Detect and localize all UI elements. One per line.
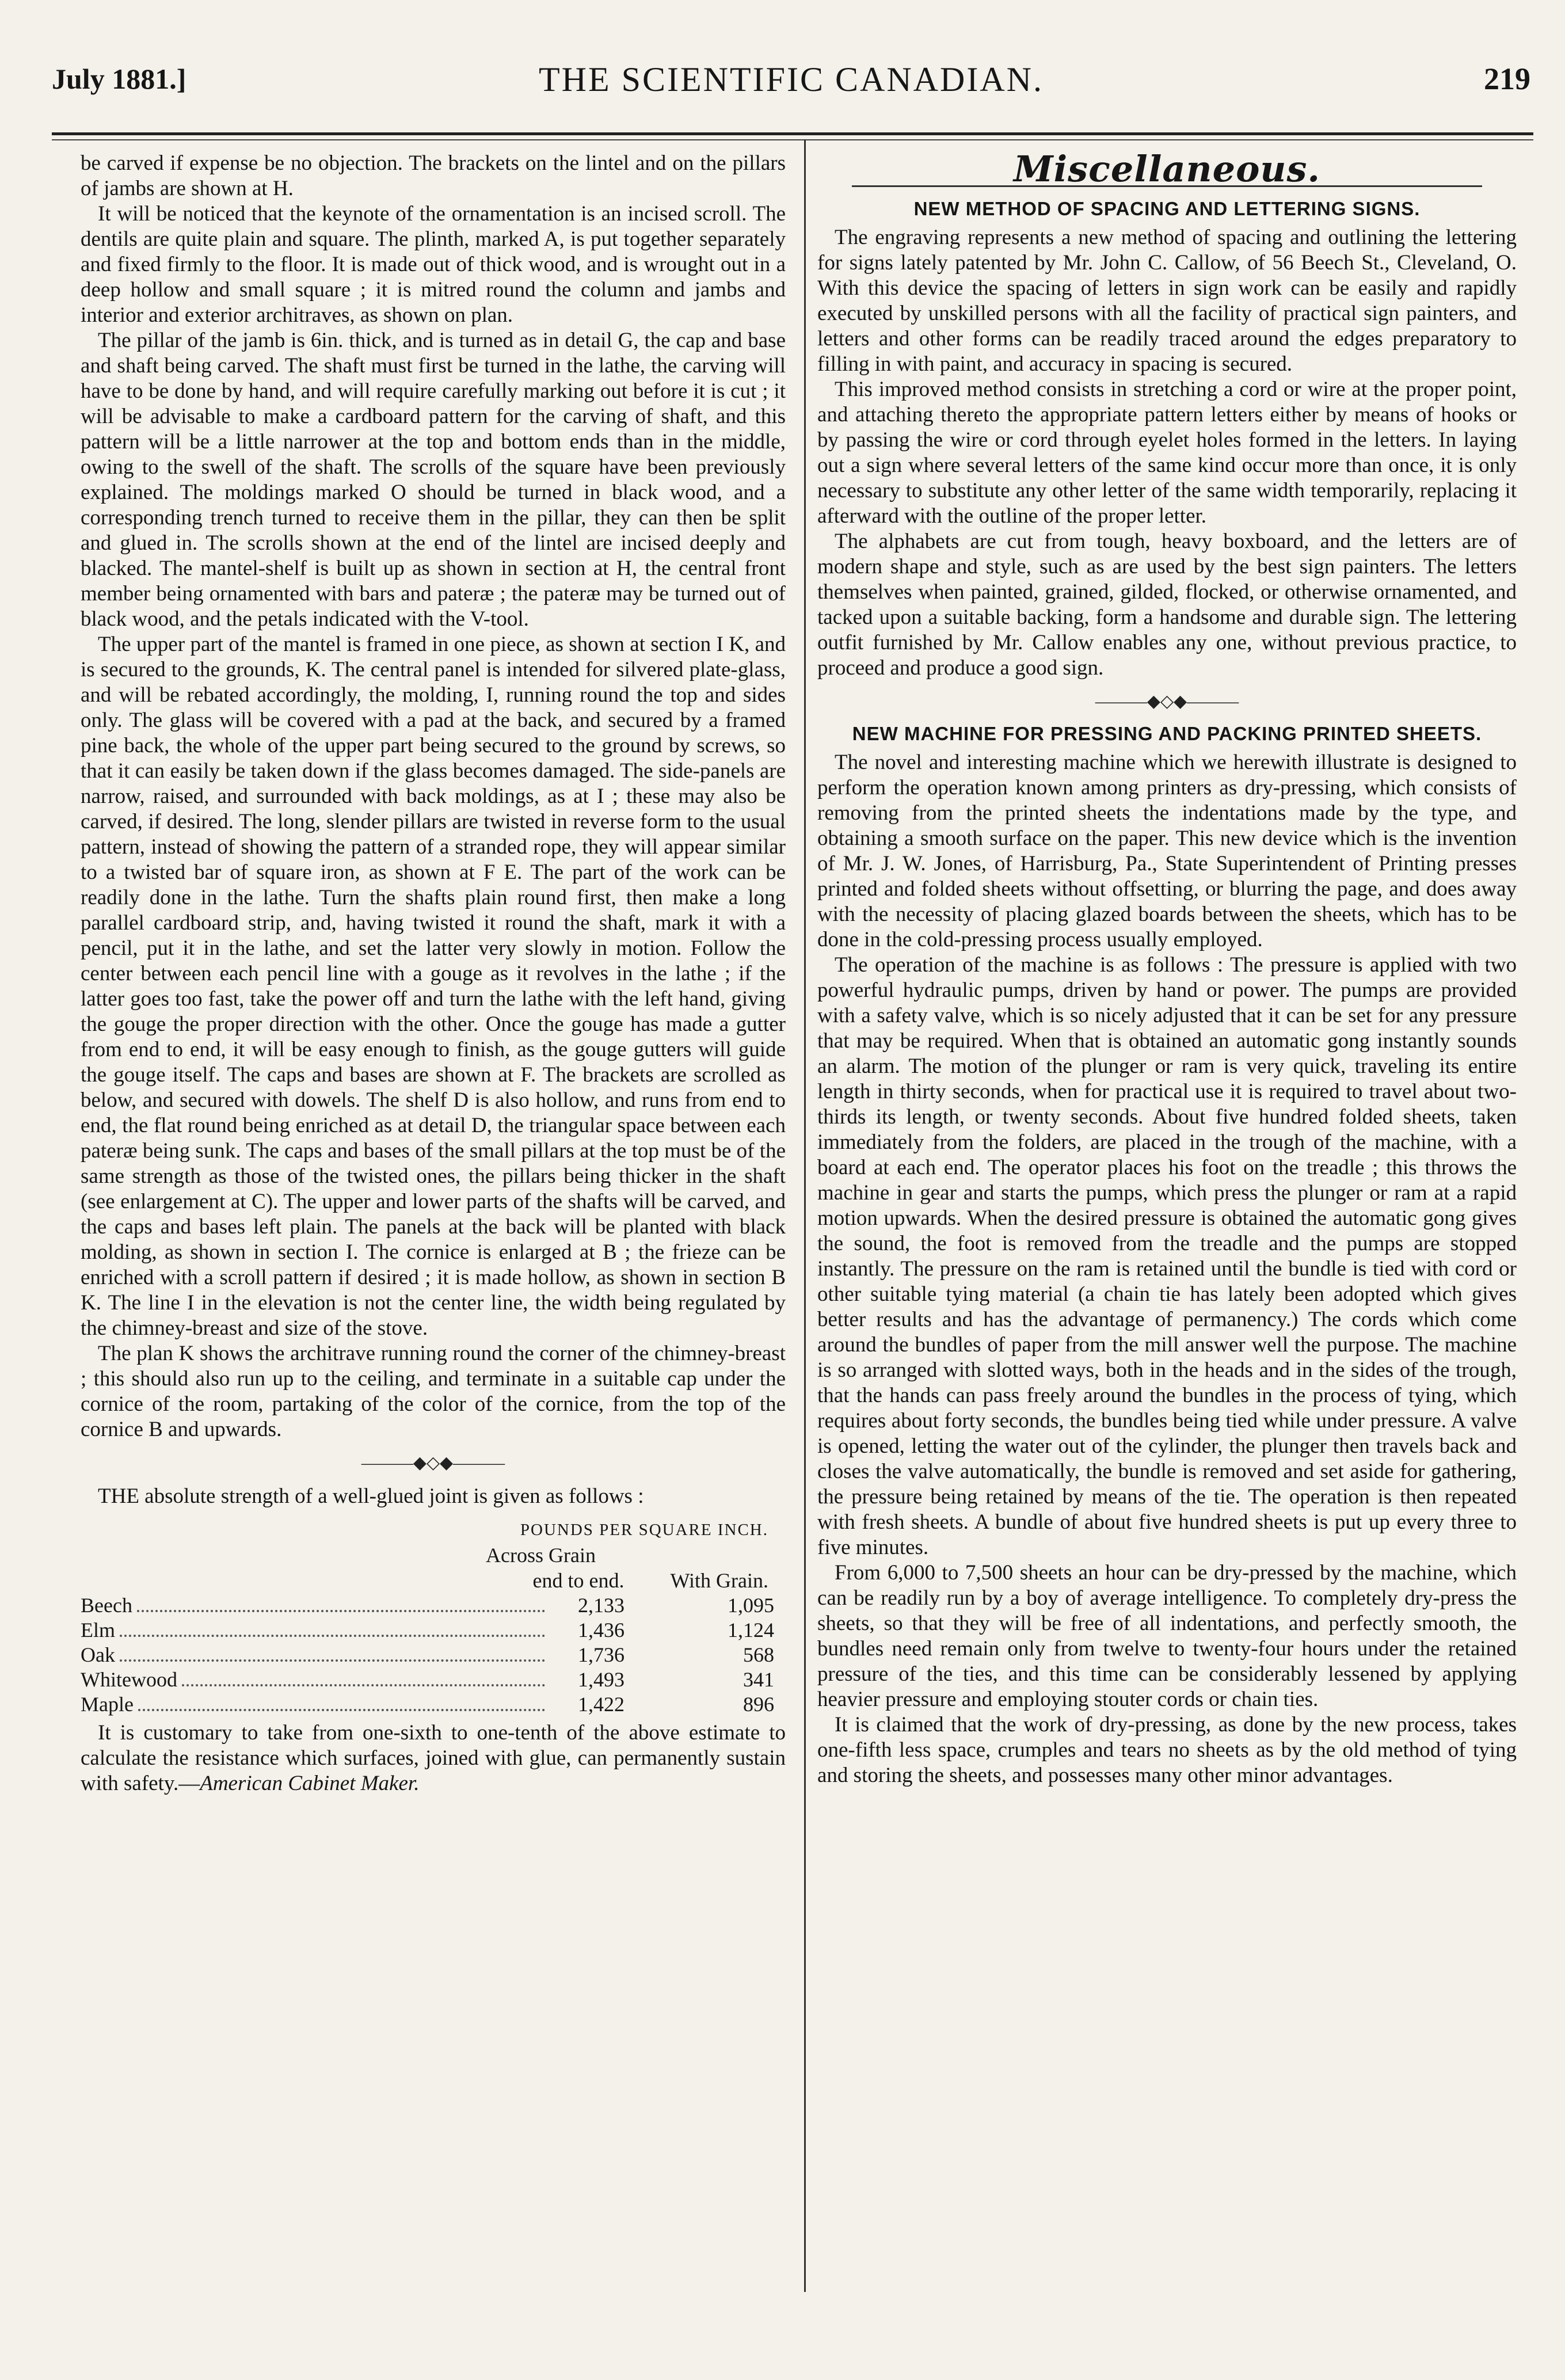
header-rule [52, 132, 1533, 135]
header-rule-thin [52, 139, 1533, 140]
right-column [817, 148, 1517, 1788]
table-cell-wood: Oak [81, 1643, 115, 1666]
glue-note-text: It is customary to take from one-sixth to one-tenth of the above estimate to calculate the resistance which surfaces, joined with glue, can permanently sustain with safety.— [81, 1721, 786, 1795]
paragraph: From 6,000 to 7,500 sheets an hour can be dry-pressed by the machine, which can be readily run by a boy of average intelligence. To completely dry-press the sheets, so that they will be free of all indentations, and perfectly smooth, the bundles need remain only from twelve to twenty-four hours under the retained pressure of the ties, and this time can be considerably lessened by applying heavier pressure and employing stouter cords or chain ties. [817, 1561, 1517, 1711]
table-row [81, 1692, 786, 1717]
publication-title: THE SCIENTIFIC CANADIAN. [539, 60, 1044, 98]
issue-date: July 1881.] [52, 63, 186, 95]
table-cell-across: 1,736 [578, 1643, 625, 1666]
table-cell-with: 341 [743, 1668, 774, 1691]
glue-note-source: American Cabinet Maker. [200, 1772, 420, 1795]
table-cell-wood: Beech [81, 1594, 132, 1617]
table-cell-across: 1,493 [578, 1668, 625, 1691]
glue-note [81, 1720, 786, 1796]
table-cell-with: 896 [743, 1693, 774, 1716]
article-heading: NEW MACHINE FOR PRESSING AND PACKING PRINTED SHEETS. [852, 723, 1482, 744]
paragraph: It will be noticed that the keynote of the ornamentation is an incised scroll. The dentils are quite plain and square. The plinth, marked A, is put together separately and fixed firmly to the floor. It is made out of thick wood, and is wrought out in a deep hollow and small square ; it is mitred round the column and jambs and interior and exterior architraves, as shown on plan. [81, 202, 786, 327]
left-column [81, 151, 786, 1796]
section-ornament: ———◆◇◆——— [1095, 692, 1239, 711]
column-divider [804, 139, 806, 2292]
running-head [52, 56, 1530, 108]
page-number: 219 [1484, 62, 1530, 96]
table-cell-with: 1,124 [728, 1619, 774, 1642]
table-col-b-heading: With Grain. [670, 1569, 768, 1592]
table-cell-wood: Elm [81, 1619, 115, 1642]
article-heading: NEW METHOD OF SPACING AND LETTERING SIGNS. [913, 198, 1421, 219]
table-col-a-heading: Across Grain [486, 1544, 596, 1567]
paragraph: The plan K shows the architrave running round the corner of the chimney-breast ; this should also run up to the ceiling, and terminate in a suitable cap under the cornice of the room, partaking of the color of the cornice, from the top of the cornice B and upwards. [81, 1342, 786, 1441]
table-cell-across: 2,133 [578, 1594, 625, 1617]
table-cell-across: 1,422 [578, 1693, 625, 1716]
paragraph: The upper part of the mantel is framed in one piece, as shown at section I K, and is secured to the grounds, K. The central panel is intended for silvered plate-glass, and will be rebated accordingly, the molding, I, running round the top and sides only. The glass will be covered with a pad at the back, and secured by a framed pine back, the whole of the upper part being secured to the ground by screws, so that it can easily be taken down if the glass becomes damaged. The side-panels are narrow, raised, and surrounded with back moldings, as at I ; these may also be carved, if desired. The long, slender pillars are twisted in reverse form to the usual pattern, instead of showing the pattern of a stranded rope, they will appear similar to a twisted bar of square iron, as shown at F E. The part of the work can be readily done in the lathe. Turn the shafts plain round first, then make a long parallel cardboard strip, and, having twisted it round the shaft, mark it with a pencil, put it in the lathe, and set the latter very slowly in motion. Follow the center between each pencil line with a gouge as it revolves in the lathe ; if the latter goes too fast, take the power off and turn the lathe with the left hand, giving the gouge the proper direction with the other. Once the gouge has made a gutter from end to end, it will be easy enough to finish, as the gouge gutters will guide the gouge itself. The caps and bases are shown at F. The brackets are scrolled as below, and secured with dowels. The shelf D is also hollow, and runs from end to end, the flat round being enriched as at detail D, the triangular space between each pateræ being sunk. The caps and bases of the small pillars at the top must be of the same strength as those of the twisted ones, the pillars being thicker in the shaft (see enlargement at C). The upper and lower parts of the shafts will be carved, and the caps and bases left plain. The panels at the back will be planted with black molding, as shown in section I. The cornice is enlarged at B ; the frieze can be enriched with a scroll pattern if desired ; it is made hollow, as shown in section B K. The line I in the elevation is not the center line, the width being regulated by the chimney-breast and size of the stove. [81, 633, 786, 1340]
glue-intro: THE absolute strength of a well-glued joint is given as follows : [98, 1484, 644, 1508]
paragraph: The engraving represents a new method of spacing and outlining the lettering for signs lately patented by Mr. John C. Callow, of 56 Beech St., Cleveland, O. With this device the spacing of letters in sign work can be easily and rapidly executed by unskilled persons with all the facility of practical sign painters, and letters and other forms can be readily traced around the edges preparatory to filling in with paint, and accuracy in spacing is secured. [817, 226, 1517, 376]
table-cell-with: 1,095 [728, 1594, 774, 1617]
table-row [81, 1643, 786, 1667]
table-row [81, 1618, 786, 1643]
table-col-a-heading-2: end to end. [532, 1569, 625, 1592]
section-title: Miscellaneous. [1013, 148, 1320, 190]
paragraph: It is claimed that the work of dry-pressing, as done by the new process, takes one-fifth less space, crumples and tears no sheets as by the old method of tying and storing the sheets, and possesses many other minor advantages. [817, 1713, 1517, 1787]
section-ornament: ———◆◇◆——— [361, 1453, 505, 1472]
paragraph: The alphabets are cut from tough, heavy boxboard, and the letters are of modern shape and style, such as are used by the best sign painters. The letters themselves when painted, grained, gilded, flocked, or otherwise ornamented, and tacked upon a suitable backing, form a handsome and durable sign. The lettering outfit furnished by Mr. Callow enables any one, without previous practice, to proceed and produce a good sign. [817, 530, 1517, 680]
table-cell-wood: Maple [81, 1693, 134, 1716]
glue-strength-table [81, 1517, 786, 1717]
paragraph: The operation of the machine is as follows : The pressure is applied with two powerful hydraulic pumps, driven by hand or power. The pumps are provided with a safety valve, which is so nicely adjusted that it can be set for any pressure that may be required. When that is obtained an automatic gong instantly sounds an alarm. The motion of the plunger or ram is very quick, traveling its entire length in thirty seconds, when for practical use it is required to travel about two-thirds its length, or twenty seconds. About five hundred folded sheets, taken immediately from the folders, are placed in the trough of the machine, with a board at each end. The operator places his foot on the treadle ; this throws the machine in gear and starts the pumps, which press the plunger or ram at a rapid motion upwards. When the desired pressure is obtained the automatic gong gives the sound, the foot is removed from the treadle and the pumps are stopped instantly. The pressure on the ram is retained until the bundle is tied with cord or other suitable tying material (a chain tie has lately been adopted which gives better results and has the advantage of permanency.) The cords which come around the bundles of paper from the mill answer well the purpose. The machine is so arranged with slotted ways, both in the heads and in the sides of the trough, that the hands can pass freely around the bundles in the process of tying, which requires about forty seconds, the bundles being tied while under pressure. A valve is opened, letting the water out of the cylinder, the plunger then travels back and closes the valve automatically, the bundle is removed and set aside for gathering, the pressure being retained by means of the tie. The operation is then repeated with fresh sheets. A bundle of about five hundred sheets is put up every three to five minutes. [817, 953, 1517, 1559]
table-row [81, 1667, 786, 1692]
paragraph: be carved if expense be no objection. The brackets on the lintel and on the pillars of jambs are shown at H. [81, 151, 786, 200]
table-cell-wood: Whitewood [81, 1668, 177, 1691]
paragraph: The novel and interesting machine which we herewith illustrate is designed to perform the operation known among printers as dry-pressing, which consists of removing from the printed sheets the indentations made by the type, and obtaining a smooth surface on the paper. This new device which is the invention of Mr. J. W. Jones, of Harrisburg, Pa., State Superintendent of Printing presses printed and folded sheets without offsetting, or blurring the page, and does away with the necessity of placing glazed boards between the sheets, which has to be done in the cold-pressing process usually employed. [817, 751, 1517, 951]
table-cell-across: 1,436 [578, 1619, 625, 1642]
paragraph: The pillar of the jamb is 6in. thick, and is turned as in detail G, the cap and base and shaft being carved. The shaft must first be turned in the lathe, the carving will have to be done by hand, and will require carefully marking out before it is cut ; it will be advisable to make a cardboard pattern for the carving of shaft, and this pattern will be a little narrower at the top and bottom ends than in the middle, owing to the swell of the shaft. The scrolls of the square have been previously explained. The moldings marked O should be turned in black wood, and a corresponding trench turned to receive them in the pillar, they can then be split and glued in. The scrolls shown at the end of the lintel are incised deeply and blacked. The mantel-shelf is built up as shown in section at H, the central front member being ornamented with bars and pateræ ; the pateræ may be turned out of black wood, and the petals indicated with the V-tool. [81, 329, 786, 631]
table-row [81, 1593, 786, 1618]
table-unit-heading: POUNDS PER SQUARE INCH. [520, 1521, 768, 1539]
paragraph: This improved method consists in stretching a cord or wire at the proper point, and attaching thereto the appropriate pattern letters either by means of hooks or by passing the wire or cord through eyelet holes formed in the letters. In laying out a sign where several letters of the same kind occur more than once, it is only necessary to substitute any other letter of the same width temporarily, replacing it afterward with the outline of the proper letter. [817, 378, 1517, 528]
table-cell-with: 568 [743, 1643, 774, 1666]
